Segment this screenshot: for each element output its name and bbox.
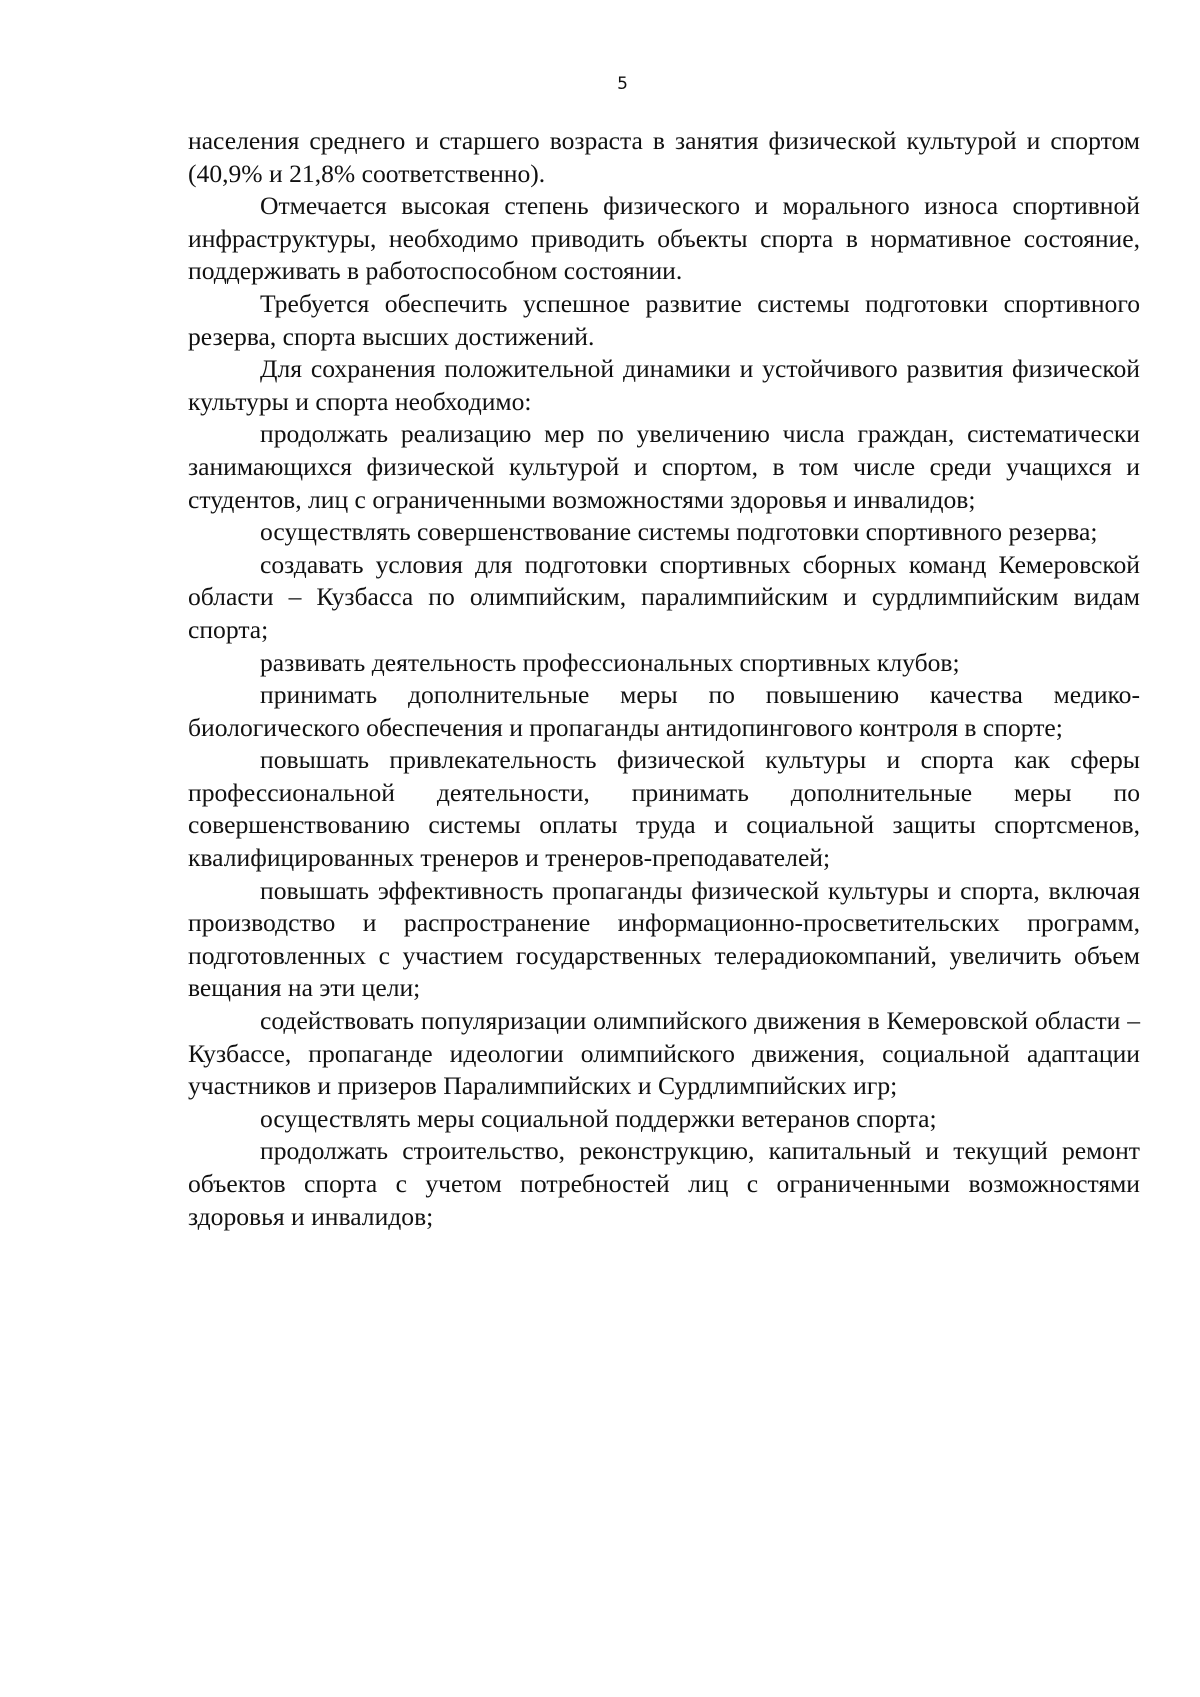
list-item-veterans-support: осуществлять меры социальной поддержки ветеранов спорта;	[260, 1103, 937, 1133]
paragraph-necessary-measures: Для сохранения положительной динамики и устойчивого развития физической культуры и спорта необходимо:	[188, 354, 1140, 416]
list-item-medical-antidoping: принимать дополнительные меры по повышению качества медико-биологического обеспечения и пропаганды антидопингового контроля в спорте;	[188, 680, 1140, 742]
paragraph-sports-reserve: Требуется обеспечить успешное развитие системы подготовки спортивного резерва, спорта высших достижений.	[188, 288, 1140, 351]
list-item-propaganda: повышать эффективность пропаганды физической культуры и спорта, включая производство и распространение информационно-просветительских программ, подготовленных с участием государственных телерадиокомпаний, увеличить объем вещания на эти цели;	[188, 875, 1140, 1003]
list-item-professional-clubs: развивать деятельность профессиональных спортивных клубов;	[260, 647, 960, 677]
list-item-national-teams: создавать условия для подготовки спортивных сборных команд Кемеровской области – Кузбасса по олимпийским, паралимпийским и сурдлимпийским видам спорта;	[188, 549, 1140, 644]
paragraph-continuation: населения среднего и старшего возраста в занятия физической культурой и спортом (40,9% и 21,8% соответственно).	[188, 126, 1140, 188]
list-item-increase-citizens: продолжать реализацию мер по увеличению числа граждан, систематически занимающихся физической культурой и спортом, в том числе среди учащихся и студентов, лиц с ограниченными возможностями здоровья и инвалидов;	[188, 419, 1140, 514]
page-number: 5	[617, 74, 628, 94]
list-item-professional-attractiveness: повышать привлекательность физической культуры и спорта как сферы профессиональной деятельности, принимать дополнительные меры по совершенствованию системы оплаты труда и социальной защиты спортсменов, квалифицированных тренеров и тренеров-преподавателей;	[188, 745, 1140, 873]
document-body	[188, 125, 1140, 1233]
list-item-olympic-movement: содействовать популяризации олимпийского движения в Кемеровской области – Кузбассе, пропаганде идеологии олимпийского движения, социальной адаптации участников и призеров Паралимпийских и Сурдлимпийских игр;	[188, 1006, 1140, 1101]
list-item-reserve-training: осуществлять совершенствование системы подготовки спортивного резерва;	[260, 517, 1098, 547]
list-item-construction: продолжать строительство, реконструкцию, капитальный и текущий ремонт объектов спорта с учетом потребностей лиц с ограниченными возможностями здоровья и инвалидов;	[188, 1136, 1140, 1231]
paragraph-infrastructure-wear: Отмечается высокая степень физического и морального износа спортивной инфраструктуры, необходимо приводить объекты спорта в нормативное состояние, поддерживать в работоспособном состоянии.	[188, 191, 1140, 286]
